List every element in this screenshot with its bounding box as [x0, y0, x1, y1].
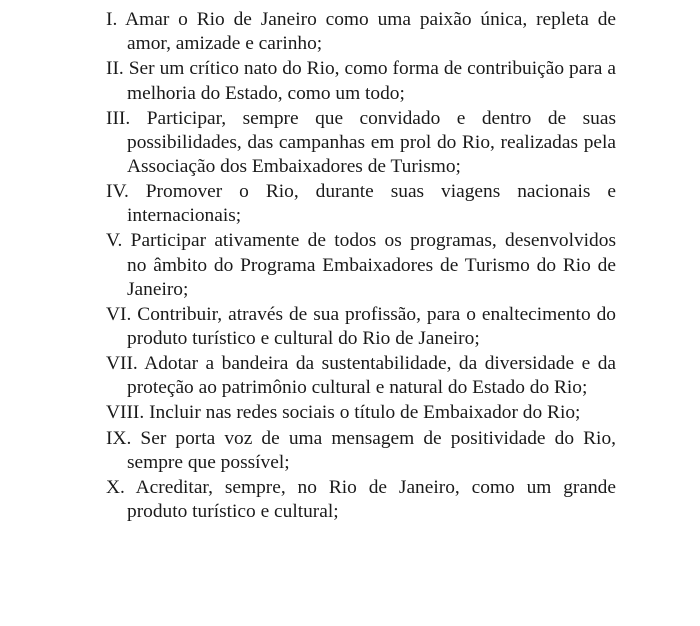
clause-item [106, 303, 616, 351]
clause-text: Promover o Rio, durante suas viagens nacionais e internacionais; [127, 181, 616, 227]
clause-item [106, 180, 616, 228]
clause-item [106, 57, 616, 105]
clause-item [106, 427, 616, 475]
clause-text: Ser um crítico nato do Rio, como forma de contribuição para a melhoria do Estado, como um todo; [127, 58, 616, 104]
clause-numeral: IX. [106, 427, 132, 449]
clause-numeral: VII. [106, 353, 138, 375]
clause-text: Adotar a bandeira da sustentabilidade, da diversidade e da proteção ao patrimônio cultural e natural do Estado do Rio; [127, 353, 616, 399]
clause-item [106, 229, 616, 302]
clause-text: Incluir nas redes sociais o título de Embaixador do Rio; [149, 402, 581, 424]
clause-text: Acreditar, sempre, no Rio de Janeiro, como um grande produto turístico e cultural; [127, 476, 616, 523]
clause-text: Ser porta voz de uma mensagem de positividade do Rio, sempre que possível; [127, 427, 616, 473]
clause-numeral: X. [106, 476, 125, 498]
clause-text: Participar ativamente de todos os programas, desenvolvidos no âmbito do Programa Embaixadores de Turismo do Rio de Janeiro; [127, 230, 616, 300]
clause-numeral: V. [106, 230, 123, 252]
clause-item [106, 8, 616, 56]
clause-list [106, 8, 616, 525]
clause-numeral: III. [106, 107, 131, 129]
clause-text: Contribuir, através de sua profissão, para o enaltecimento do produto turístico e cultural do Rio de Janeiro; [127, 303, 616, 350]
clause-numeral: II. [106, 58, 124, 80]
clause-numeral: VIII. [106, 402, 145, 424]
clause-numeral: VI. [106, 303, 132, 325]
clause-item [106, 107, 616, 180]
clause-item [106, 401, 616, 425]
clause-numeral: IV. [106, 181, 129, 203]
clause-numeral: I. [106, 9, 118, 30]
clause-text: Participar, sempre que convidado e dentro de suas possibilidades, das campanhas em prol do Rio, realizadas pela Associação dos Embaixadores de Turismo; [127, 107, 616, 177]
clause-text: Amar o Rio de Janeiro como uma paixão única, repleta de amor, amizade e carinho; [125, 9, 617, 55]
clause-item [106, 476, 616, 524]
clause-item [106, 352, 616, 400]
